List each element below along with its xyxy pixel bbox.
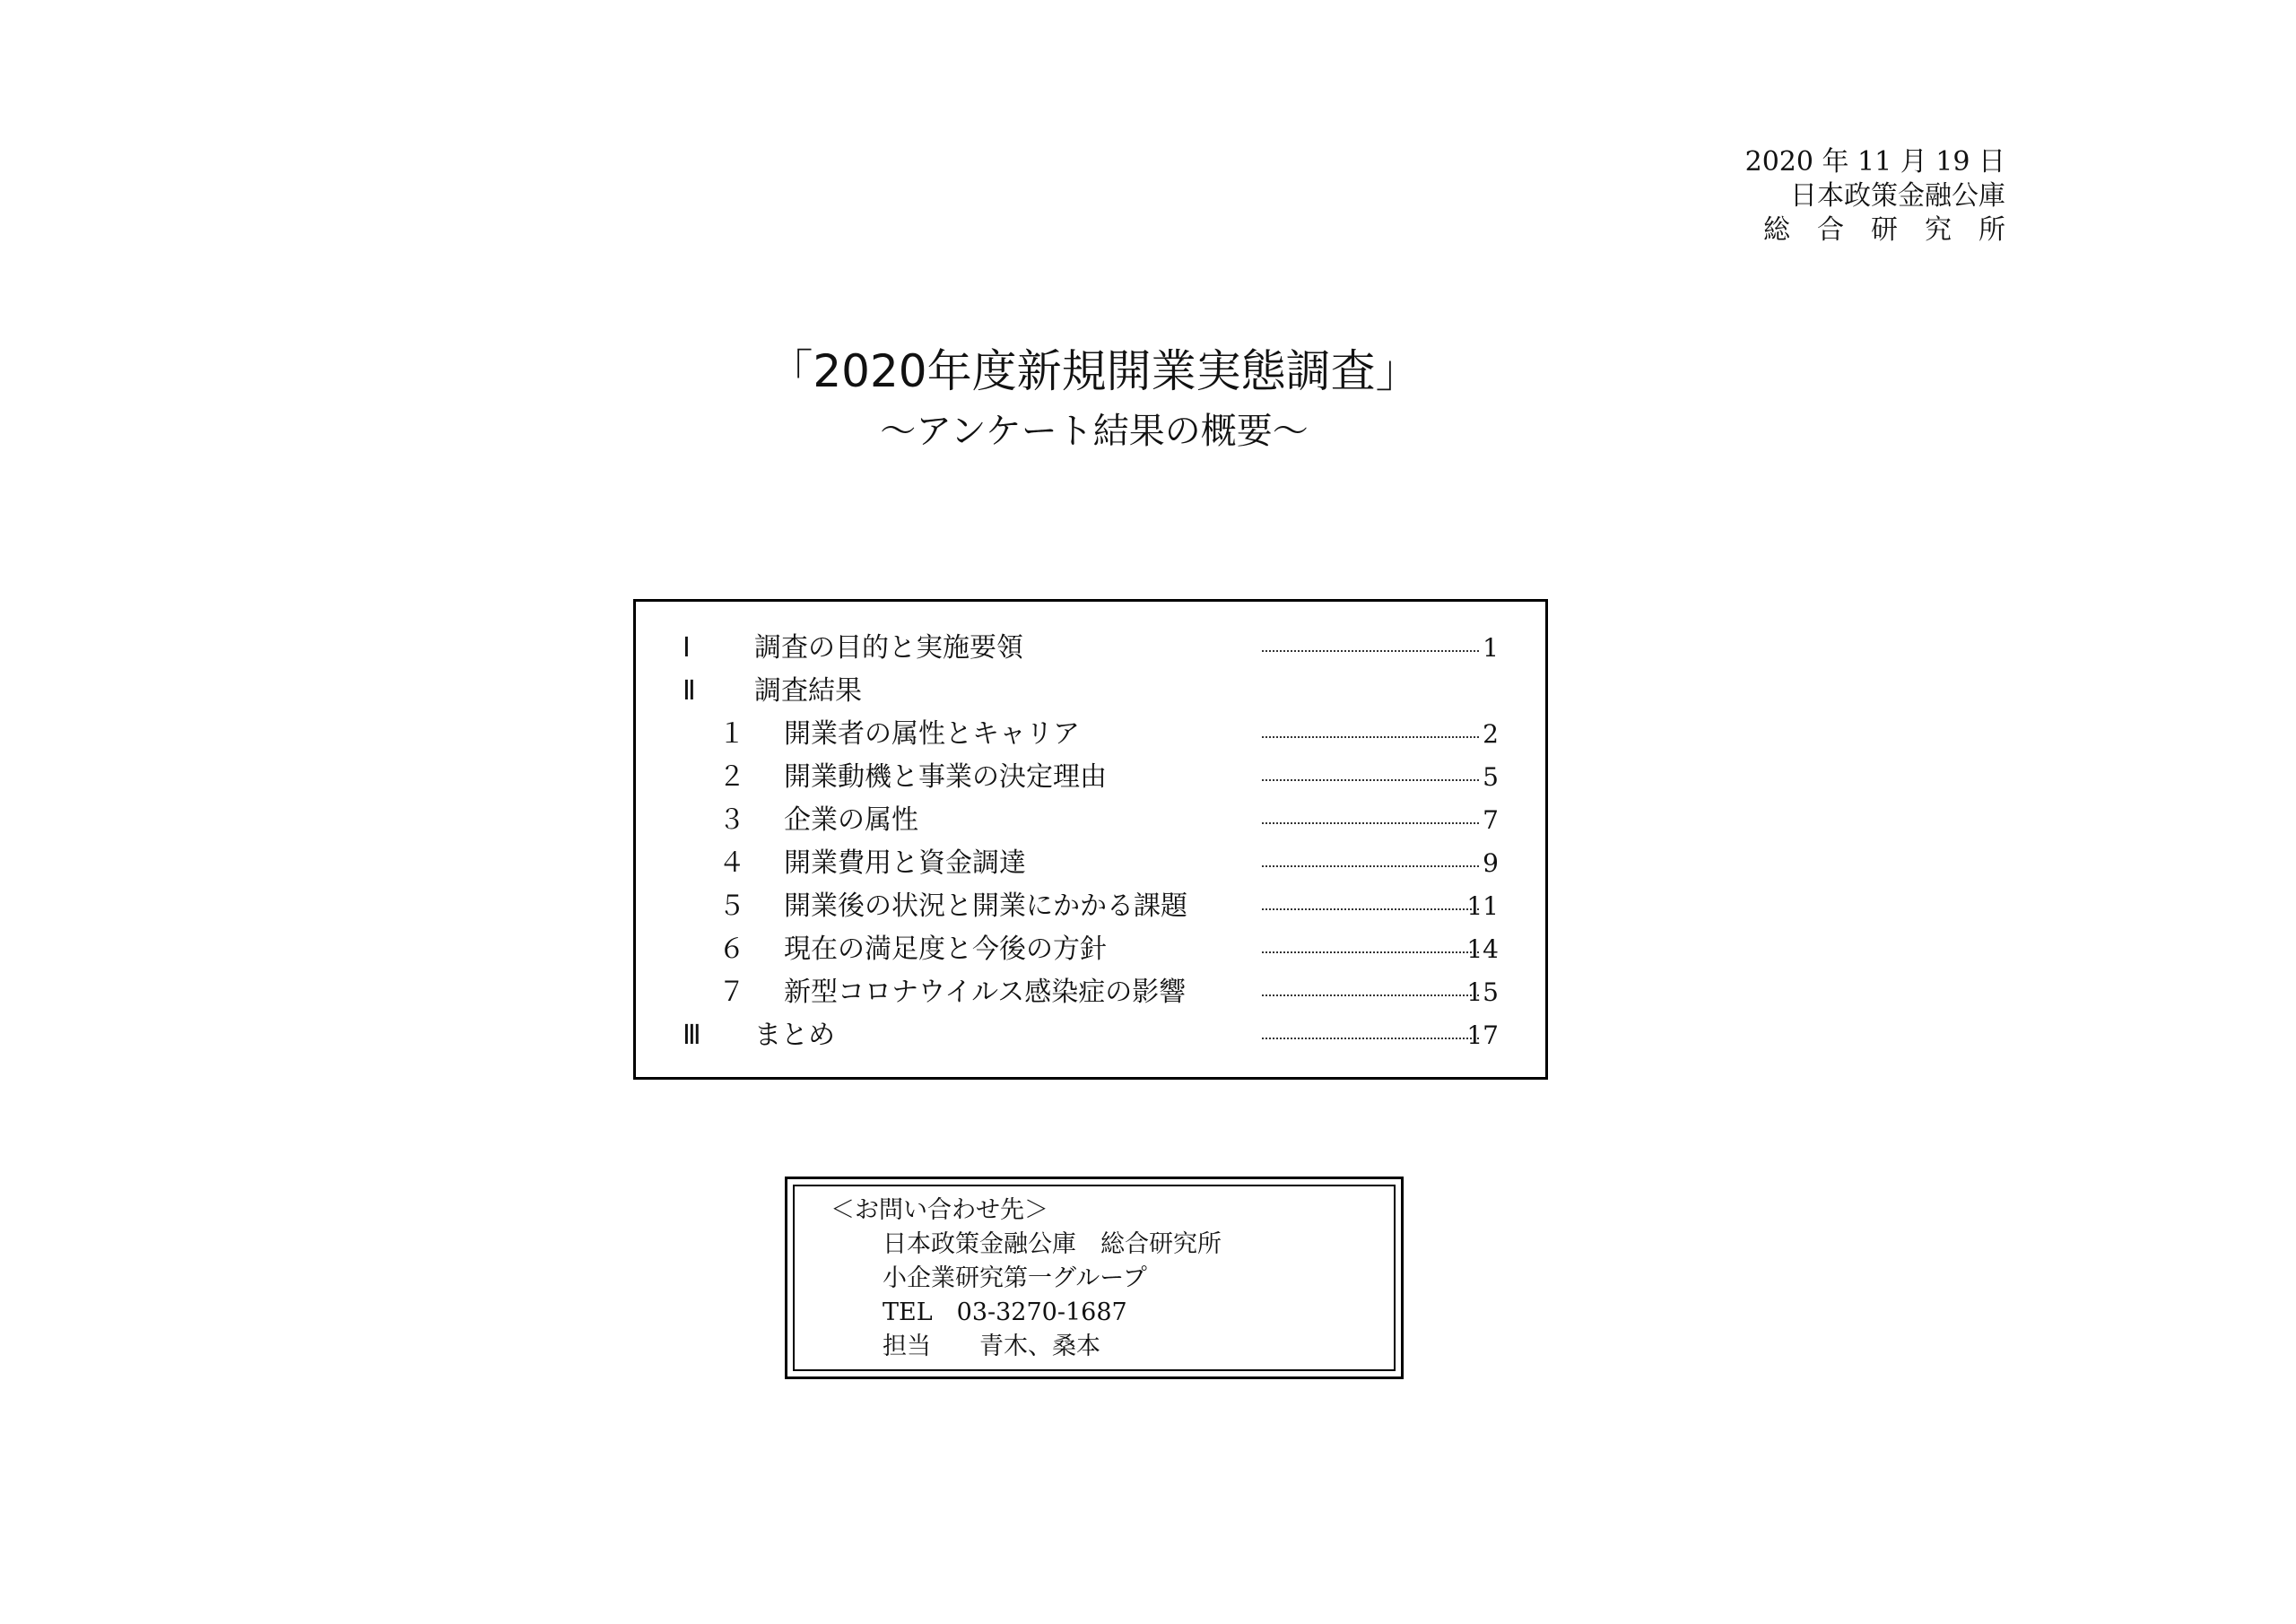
- contact-box: [785, 1177, 1404, 1379]
- toc-leader-dots: [1262, 822, 1479, 824]
- issuer-organization: 日本政策金融公庫: [1790, 180, 2005, 212]
- toc-item-number: ５: [718, 890, 745, 922]
- document-header: [1745, 145, 2005, 248]
- toc-item[interactable]: [636, 801, 1545, 840]
- toc-item-page: 14: [1466, 934, 1499, 964]
- toc-leader-dots: [1262, 865, 1479, 867]
- toc-item-number: Ⅰ: [683, 632, 691, 664]
- toc-item-page: 2: [1483, 719, 1499, 749]
- toc-leader-dots: [1262, 779, 1479, 781]
- toc-leader-dots: [1262, 1038, 1479, 1039]
- toc-item[interactable]: [636, 758, 1545, 797]
- contact-heading: ＜お問い合わせ先＞: [831, 1196, 1048, 1224]
- toc-item-page: 17: [1466, 1020, 1499, 1050]
- contact-organization: 日本政策金融公庫 総合研究所: [883, 1230, 1222, 1258]
- toc-item-label: 調査結果: [754, 675, 862, 707]
- toc-item-page: 9: [1483, 848, 1499, 878]
- issue-date: 2020 年 11 月 19 日: [1744, 146, 2005, 178]
- toc-item-number: ４: [718, 847, 745, 879]
- toc-item-label: 現在の満足度と今後の方針: [784, 934, 1107, 965]
- toc-item-page: 1: [1483, 633, 1499, 663]
- toc-item-number: ７: [718, 977, 745, 1008]
- toc-leader-dots: [1262, 994, 1479, 996]
- toc-item-page: 15: [1466, 977, 1499, 1007]
- toc-item-label: 開業後の状況と開業にかかる課題: [784, 890, 1187, 922]
- issuer-institute: 総 合 研 究 所: [1763, 214, 2005, 246]
- contact-phone: TEL 03-3270-1687: [883, 1298, 1127, 1326]
- toc-item-number: Ⅱ: [683, 675, 696, 707]
- toc-item[interactable]: [636, 844, 1545, 883]
- toc-item-number: １: [718, 718, 745, 750]
- toc-item-label: 新型コロナウイルス感染症の影響: [784, 977, 1187, 1008]
- toc-item-number: ２: [718, 761, 745, 793]
- toc-leader-dots: [1262, 736, 1479, 738]
- toc-item-page: 5: [1483, 762, 1499, 792]
- contact-group: 小企業研究第一グループ: [883, 1264, 1147, 1292]
- toc-item[interactable]: [636, 930, 1545, 969]
- toc-item[interactable]: [636, 672, 1545, 711]
- toc-item-label: 開業者の属性とキャリア: [784, 718, 1080, 750]
- contact-person: 担当 青木、桑本: [883, 1333, 1100, 1360]
- toc-item-number: ３: [718, 804, 745, 836]
- toc-item-number: Ⅲ: [683, 1020, 701, 1051]
- toc-item-page: 11: [1466, 891, 1499, 921]
- table-of-contents: [633, 599, 1548, 1080]
- toc-item[interactable]: [636, 629, 1545, 668]
- toc-item[interactable]: [636, 715, 1545, 754]
- toc-item-label: 開業動機と事業の決定理由: [784, 761, 1107, 793]
- toc-item-number: ６: [718, 934, 745, 965]
- toc-leader-dots: [1262, 951, 1479, 953]
- title-block: [0, 343, 2188, 456]
- toc-item[interactable]: [636, 973, 1545, 1012]
- toc-item-label: 開業費用と資金調達: [784, 847, 1026, 879]
- toc-item[interactable]: [636, 1016, 1545, 1055]
- toc-item-page: 7: [1483, 805, 1499, 835]
- toc-item-label: 企業の属性: [784, 804, 918, 836]
- document-title: 「2020年度新規開業実態調査」: [768, 345, 1421, 397]
- toc-leader-dots: [1262, 908, 1479, 910]
- toc-item-label: 調査の目的と実施要領: [754, 632, 1023, 664]
- toc-item[interactable]: [636, 887, 1545, 926]
- toc-item-label: まとめ: [754, 1020, 835, 1051]
- toc-leader-dots: [1262, 650, 1479, 652]
- document-subtitle: ～アンケート結果の概要～: [880, 411, 1309, 452]
